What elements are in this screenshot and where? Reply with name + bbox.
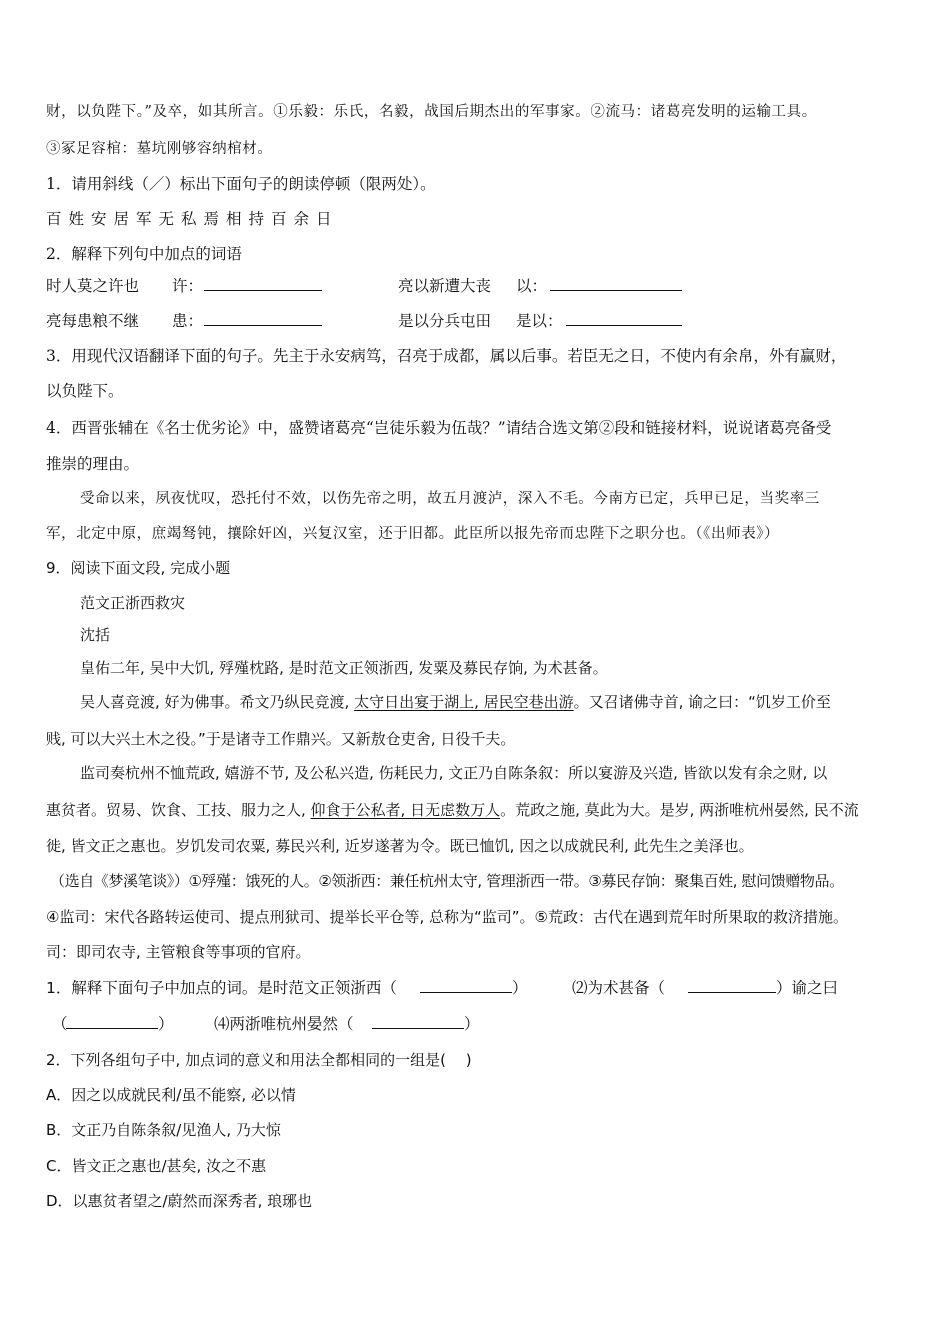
- option-b[interactable]: B．文正乃自陈条叙/见渔人, 乃大惊: [46, 1121, 281, 1139]
- passage-line: 徙, 皆文正之惠也。岁饥发司农粟, 募民兴利, 近岁遂著为令。既已恤饥, 因之以成就民利, 此先生之美泽也。: [46, 837, 754, 855]
- annotation-line: 司：即司农寺, 主管粮食等事项的官府。: [46, 943, 311, 961]
- pause-sentence: 百姓安居军无私焉相持百余日: [46, 210, 339, 228]
- option-c[interactable]: C．皆文正之惠也/甚矣, 汝之不惠: [46, 1157, 267, 1175]
- passage-line: 财，以负陛下。”及卒，如其所言。①乐毅：乐氏，名毅，战国后期杰出的军事家。②流马：诸葛亮发明的运输工具。: [46, 104, 817, 120]
- answer-blank[interactable]: [66, 1014, 158, 1029]
- link-material: 受命以来，夙夜忧叹，恐托付不效，以伤先帝之明，故五月渡泸，深入不毛。今南方已定，兵甲已足，当奖率三: [80, 491, 820, 507]
- answer-label: 是以：: [516, 312, 563, 330]
- answer-blank[interactable]: [566, 311, 682, 326]
- passage-paragraph: [80, 692, 831, 712]
- annotation-line: （选自《梦溪笔谈》）①殍殣：饿死的人。②领浙西：兼任杭州太守, 管理浙西一带。③募民存饷：聚集百姓, 慰问馈赠物品。: [50, 872, 844, 890]
- question-stem: 1．解释下面句子中加点的词。是时范文正领浙西（: [46, 979, 397, 997]
- passage-title: 范文正浙西救灾: [80, 594, 186, 612]
- question-stem: 4．西晋张辅在《名士优劣论》中，盛赞诸葛亮“岂徒乐毅为伍哉？”请结合选文第②段和链接材料，说说诸葛亮备受: [46, 419, 832, 437]
- passage-line: [46, 800, 859, 820]
- answer-blank[interactable]: [420, 978, 512, 993]
- question-part: ）谕之曰: [776, 979, 839, 997]
- phrase: 亮每患粮不继: [46, 312, 140, 330]
- underlined-sentence: 仰食于公私者, 日无虑数万人: [310, 801, 501, 819]
- phrase: 时人莫之许也: [46, 277, 140, 295]
- question-stem: 1．请用斜线（／）标出下面句子的朗读停顿（限两处）。: [46, 175, 436, 193]
- answer-blank[interactable]: [688, 978, 776, 993]
- answer-blank[interactable]: [550, 276, 682, 291]
- question-part: ⑷两浙唯杭州晏然（: [214, 1015, 354, 1033]
- text-span: 。荒政之施, 莫此为大。是岁, 两浙唯杭州晏然, 民不流: [500, 801, 859, 819]
- answer-blank[interactable]: [204, 311, 322, 326]
- annotation-line: ④监司：宋代各路转运使司、提点刑狱司、提举长平仓等, 总称为“监司”。⑤荒政：古代在遇到荒年时所果取的救济措施。: [46, 908, 848, 926]
- text-span: 吴人喜竞渡, 好为佛事。希文乃纵民竞渡,: [80, 693, 355, 711]
- question-part: ⑵为术甚备（: [572, 979, 666, 997]
- paren-close: ）: [464, 1015, 480, 1033]
- answer-label: 患：: [172, 312, 204, 330]
- phrase: 是以分兵屯田: [398, 312, 492, 330]
- passage-paragraph: 皇佑二年, 吴中大饥, 殍殣枕路, 是时范文正领浙西, 发粟及募民存饷, 为术甚备。: [80, 659, 608, 677]
- text-span: 惠贫者。贸易、饮食、工技、服力之人,: [46, 801, 311, 819]
- question-stem: 2．下列各组句子中, 加点词的意义和用法全都相同的一组是( ): [46, 1051, 472, 1069]
- paren-open: （: [52, 1015, 68, 1033]
- option-d[interactable]: D．以惠贫者望之/蔚然而深秀者, 琅琊也: [46, 1192, 313, 1210]
- paren-close: ）: [158, 1015, 174, 1033]
- question-stem: 以负陛下。: [46, 382, 124, 400]
- passage-line: 贱, 可以大兴土木之役。”于是诸寺工作鼎兴。又新敖仓吏舍, 日役千夫。: [46, 730, 516, 748]
- passage-paragraph: 监司奏杭州不恤荒政, 嬉游不节, 及公私兴造, 伤耗民力, 文正乃自陈条叙：所以宴游及兴造, 皆欲以发有余之财, 以: [80, 764, 828, 782]
- question-stem: 9．阅读下面文段, 完成小题: [46, 559, 231, 577]
- text-span: 。又召诸佛寺首, 谕之曰：“饥岁工价至: [573, 693, 831, 711]
- underlined-sentence: 太守日出宴于湖上, 居民空巷出游: [354, 693, 574, 711]
- option-a[interactable]: A．因之以成就民利/虽不能察, 必以情: [46, 1086, 296, 1104]
- answer-blank[interactable]: [204, 276, 322, 291]
- passage-author: 沈括: [80, 626, 111, 644]
- question-stem: 2．解释下列句中加点的词语: [46, 245, 242, 263]
- link-material: 军，北定中原，庶竭驽钝，攘除奸凶，兴复汉室，还于旧都。此臣所以报先帝而忠陛下之职分也。（《出师表》）: [46, 526, 780, 542]
- answer-label: 以：: [516, 277, 548, 295]
- paren-close: ）: [512, 979, 528, 997]
- question-stem: 推崇的理由。: [46, 455, 140, 473]
- passage-line: ③冢足容棺：墓坑刚够容纳棺材。: [46, 141, 273, 157]
- phrase: 亮以新遭大丧: [398, 277, 492, 295]
- answer-label: 许：: [172, 277, 204, 295]
- answer-blank[interactable]: [372, 1014, 464, 1029]
- question-stem: 3．用现代汉语翻译下面的句子。先主于永安病笃，召亮于成都，属以后事。若臣无之日，不使内有余帛，外有赢财，: [46, 347, 847, 365]
